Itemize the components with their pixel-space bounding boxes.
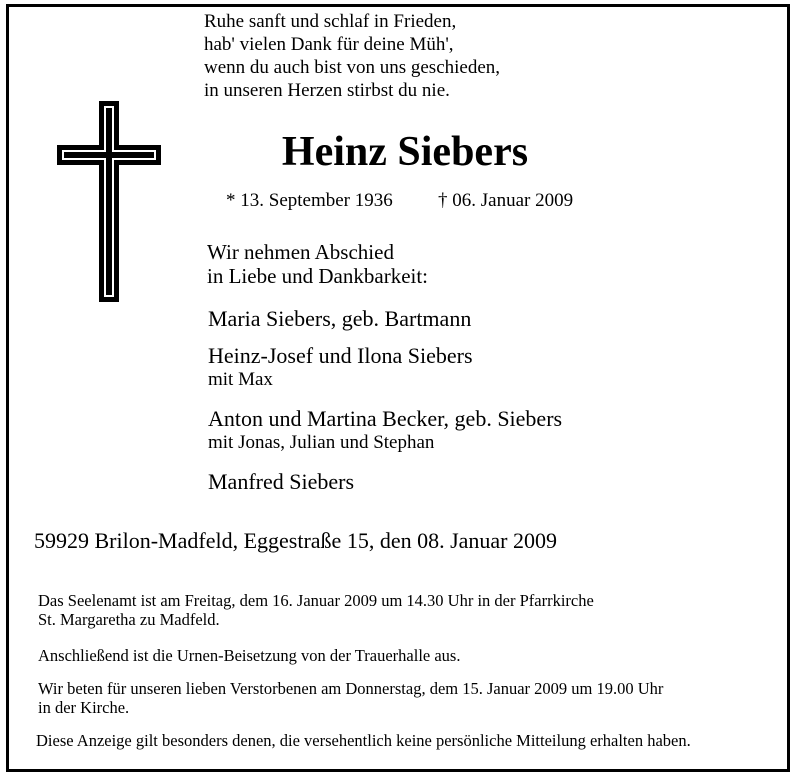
mourner-entry <box>208 469 354 495</box>
mourner-name: Manfred Siebers <box>208 469 355 494</box>
info-line: St. Margaretha zu Madfeld. <box>38 610 220 629</box>
mourner-name: Anton und Martina Becker, geb. Siebers <box>208 406 563 431</box>
mourner-name: Heinz-Josef und Ilona Siebers <box>208 343 473 368</box>
info-line: Wir beten für unseren lieben Verstorbenen am Donnerstag, dem 15. Januar 2009 um 19.00 Uhr <box>38 679 664 698</box>
farewell-text <box>207 240 428 288</box>
info-line: in der Kirche. <box>38 698 130 717</box>
info-paragraph <box>38 646 460 665</box>
info-line: Das Seelenamt ist am Freitag, dem 16. Januar 2009 um 14.30 Uhr in der Pfarrkirche <box>38 591 594 610</box>
info-paragraph <box>38 591 594 629</box>
poem-line: in unseren Herzen stirbst du nie. <box>204 80 450 101</box>
mourner-sub: mit Max <box>208 369 273 390</box>
deceased-name: Heinz Siebers <box>281 129 529 175</box>
poem-line: hab' vielen Dank für deine Müh', <box>204 34 454 55</box>
farewell-line: Wir nehmen Abschied <box>207 240 394 264</box>
poem-line: wenn du auch bist von uns geschieden, <box>204 57 501 78</box>
poem-line: Ruhe sanft und schlaf in Frieden, <box>204 11 457 32</box>
birth-date: * 13. September 1936 <box>226 190 393 211</box>
death-date: † 06. Januar 2009 <box>438 190 574 211</box>
mourner-sub: mit Jonas, Julian und Stephan <box>208 432 435 453</box>
farewell-line: in Liebe und Dankbarkeit: <box>207 264 429 288</box>
mourner-name: Maria Siebers, geb. Bartmann <box>208 306 472 331</box>
mourner-entry <box>208 306 471 332</box>
info-line: Anschließend ist die Urnen-Beisetzung von der Trauerhalle aus. <box>38 646 461 665</box>
place-date: 59929 Brilon-Madfeld, Eggestraße 15, den 08. Januar 2009 <box>34 528 557 553</box>
notice-footnote: Diese Anzeige gilt besonders denen, die versehentlich keine persönliche Mitteilung erhalten haben. <box>36 731 691 750</box>
mourner-entry <box>208 343 473 391</box>
info-paragraph <box>38 679 663 717</box>
poem <box>204 10 500 102</box>
mourner-entry <box>208 406 562 454</box>
